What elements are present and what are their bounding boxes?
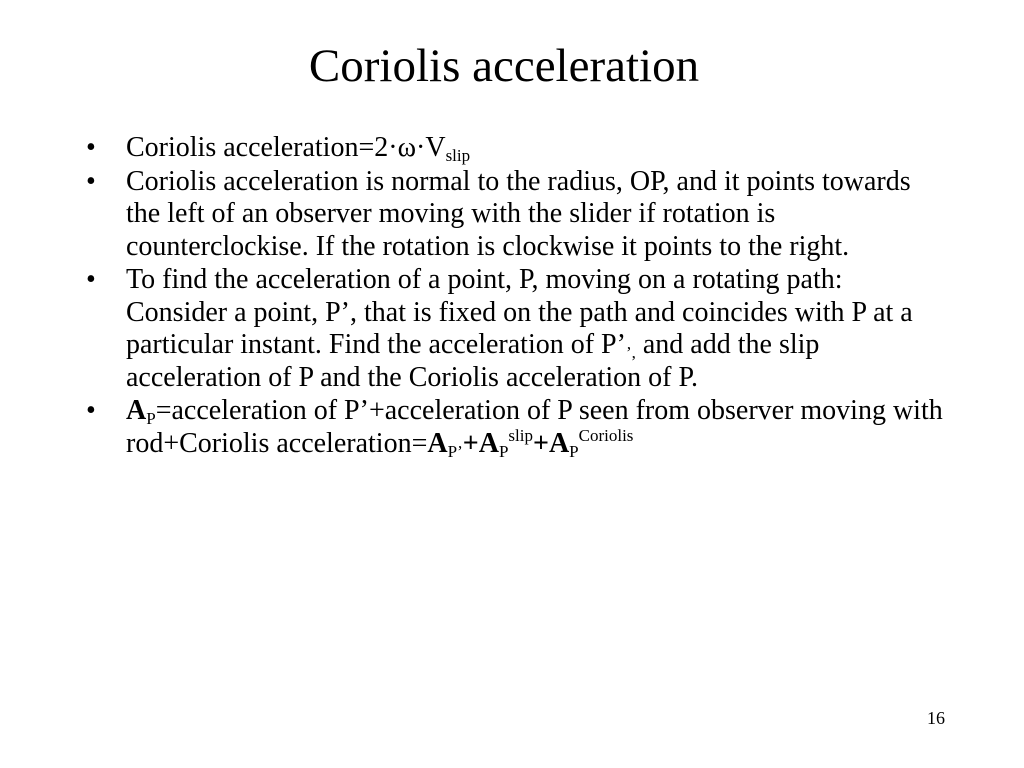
slide-title: Coriolis acceleration	[308, 40, 700, 92]
vector-a-symbol: A	[548, 427, 570, 459]
bullet-text-continued: and add the slip acceleration of P and the Coriolis acceleration of P.	[126, 329, 820, 393]
bullet-icon: •	[86, 165, 96, 197]
bullet-icon: •	[86, 132, 96, 163]
p-prime-subscript: P’	[447, 441, 463, 461]
p-subscript: P	[146, 409, 156, 428]
plus-sign: +	[462, 427, 479, 459]
plus-sign: +	[532, 427, 549, 459]
bullet-item-equation	[86, 395, 946, 460]
page-number: 16	[927, 708, 945, 728]
bullet-text: Coriolis acceleration=2·ω·V	[126, 132, 446, 163]
bullet-text: Coriolis acceleration is normal to the radius, OP, and it points towards the left of an observer moving with the slider if rotation is counterclockise. If the rotation is clockwise it points to the right.	[126, 165, 911, 262]
bullet-icon: •	[86, 395, 96, 426]
bullet-text: =acceleration of P’+acceleration of P seen from observer moving with rod+Coriolis acceleration=	[126, 395, 943, 459]
bullet-item-procedure	[86, 264, 946, 394]
bullet-item-direction	[86, 166, 946, 264]
slip-superscript: slip	[508, 425, 533, 445]
coriolis-superscript: Coriolis	[578, 425, 634, 445]
bullet-text: To find the acceleration of a point, P, moving on a rotating path: Consider a point, P’, that is fixed on the path and coincides with P at a particular instant. Find the acceleration of P’	[126, 264, 913, 360]
vector-a-symbol: A	[478, 427, 499, 459]
slip-subscript: slip	[445, 146, 471, 165]
bullet-icon: •	[86, 264, 96, 295]
vector-a-symbol: A	[427, 427, 448, 459]
bullet-item-coriolis-formula	[86, 132, 946, 165]
vector-a-symbol: A	[126, 395, 147, 426]
p-subscript: P	[569, 441, 579, 461]
bullet-list	[86, 132, 946, 461]
p-subscript: P	[498, 441, 509, 461]
prime-subscript: ’,	[625, 343, 636, 362]
